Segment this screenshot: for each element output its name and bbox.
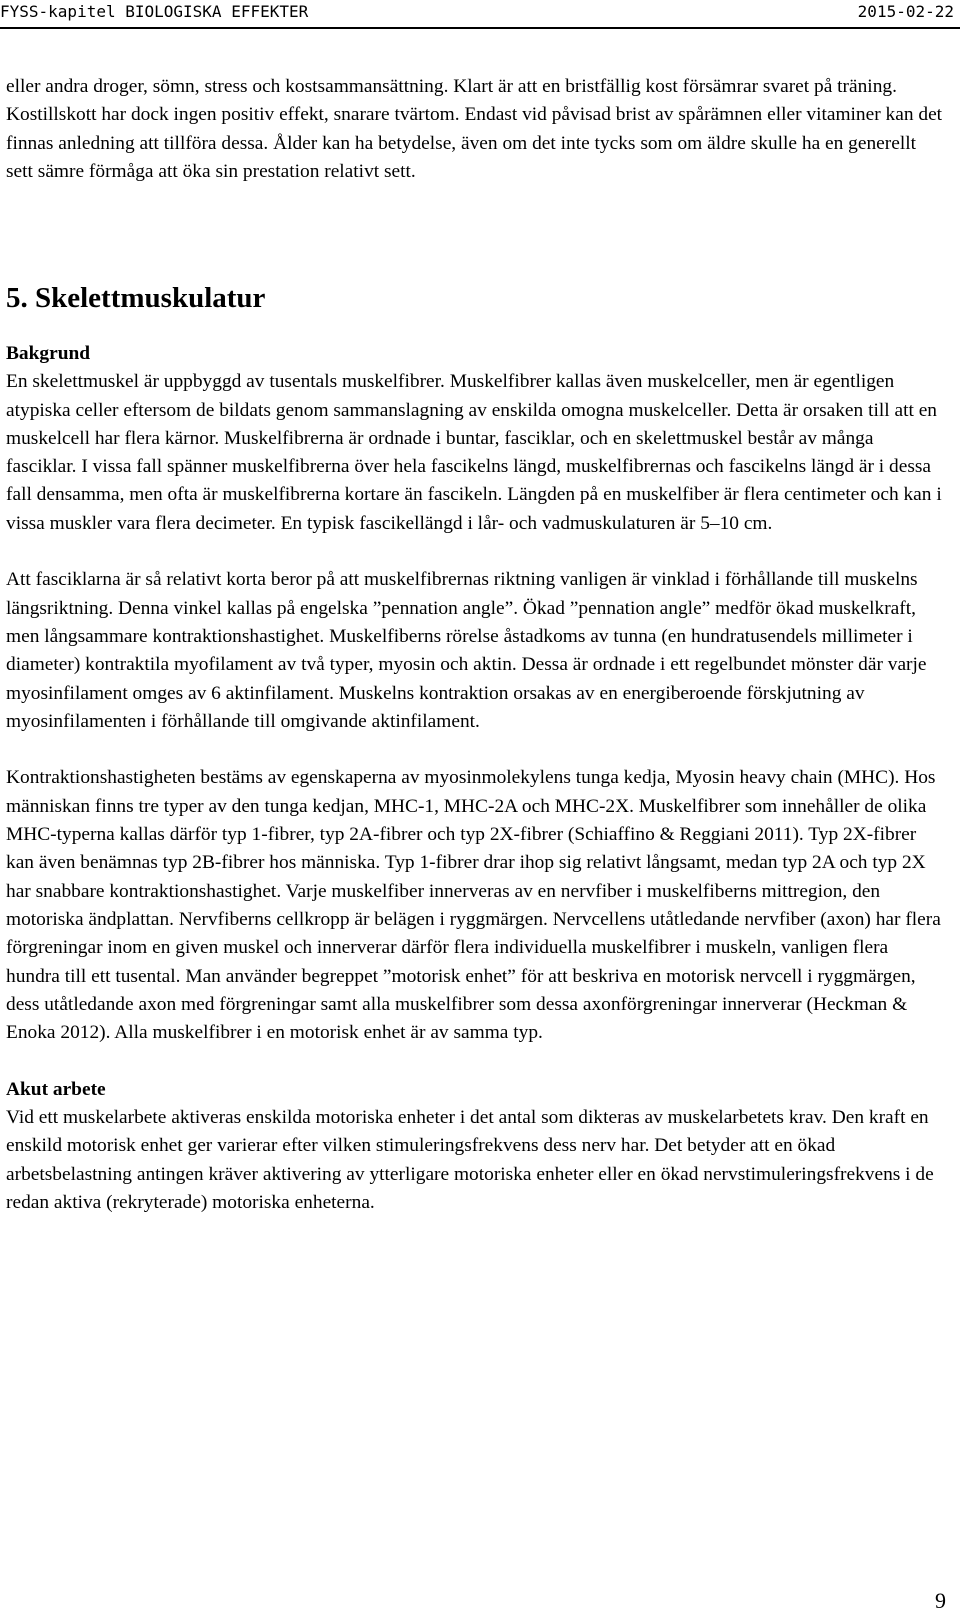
paragraph-acute-1: Vid ett muskelarbete aktiveras enskilda motoriska enheter i det antal som dikteras av muskelarbetets krav. Den kraft en enskild motorisk enhet ger varierar efter vilken stimuleringsfrekvens dess nerv har. Det betyder att en ökad arbetsbelastning antingen kräver aktivering av ytterligare motoriska enheter eller en ökad nervstimuleringsfrekvens i de redan aktiva (rekryterade) motoriska enheterna. (6, 1107, 934, 1213)
paragraph-background-2: Att fasciklarna är så relativt korta beror på att muskelfibrernas riktning vanligen är vinklad i förhållande till muskelns längsriktning. Denna vinkel kallas på engelska ”pennation angle”. Ökad ”pennation angle” medför ökad muskelkraft, men långsammare kontraktionshastighet. Muskelfiberns rörelse åstadkoms av tunna (en hundratusendels millimeter i diameter) kontraktila myofilament av två typer, myosin och aktin. Dessa är ordnade i ett regelbundet mönster där varje myosinfilament omges av 6 aktinfilament. Muskelns kontraktion orsakas av en energiberoende förskjutning av myosinfilamenten i förhållande till omgivande aktinfilament. (6, 569, 927, 732)
section-title: 5. Skelettmuskulatur (6, 282, 266, 314)
page-number: 9 (935, 1588, 946, 1613)
subheading-background: Bakgrund (6, 343, 91, 364)
section-body (6, 340, 946, 1217)
header-date: 2015-02-22 (857, 2, 954, 21)
paragraph-background-1: En skelettmuskel är uppbyggd av tusentals muskelfibrer. Muskelfibrer kallas även muskelceller, men är egentligen atypiska celler eftersom de bildats genom sammanslagning av enskilda omogna muskelceller. Detta är orsaken till att en muskelcell har flera kärnor. Muskelfibrerna är ordnade i buntar, fasciklar, och en skelettmuskel består av många fasciklar. I vissa fall spänner muskelfibrerna över hela fascikelns längd, muskelfibrernas och fascikelns längd är i dessa fall densamma, men ofta är muskelfibrerna kortare än fascikeln. Längden på en muskelfiber är flera centimeter och kan i vissa muskler vara flera decimeter. En typisk fascikellängd i lår- och vadmuskulaturen är 5–10 cm. (6, 371, 942, 534)
header-title: FYSS-kapitel BIOLOGISKA EFFEKTER (0, 2, 309, 21)
header-divider (0, 27, 960, 29)
paragraph-background-3: Kontraktionshastigheten bestäms av egenskaperna av myosinmolekylens tunga kedja, Myosin heavy chain (MHC). Hos människan finns tre typer av den tunga kedjan, MHC-1, MHC-2A och MHC-2X. Muskelfibrer som innehåller de olika MHC-typerna kallas därför typ 1-fibrer, typ 2A-fibrer och typ 2X-fibrer (Schiaffino & Reggiani 2011). Typ 2X-fibrer kan även benämnas typ 2B-fibrer hos människa. Typ 1-fibrer drar ihop sig relativt långsamt, medan typ 2A och typ 2X har snabbare kontraktionshastighet. Varje muskelfiber innerveras av en nervfiber i muskelfiberns mittregion, den motoriska ändplattan. Nervfiberns cellkropp är belägen i ryggmärgen. Nervcellens utåtledande nervfiber (axon) har flera förgreningar inom en given muskel och innerverar därför flera individuella muskelfibrer i muskeln, vanligen flera hundra till ett tusental. Man använder begreppet ”motorisk enhet” för att beskriva en motorisk nervcell i ryggmärgen, dess utåtledande axon med förgreningar samt alla muskelfibrer som dessa axonförgreningar innerverar (Heckman & Enoka 2012). Alla muskelfibrer i en motorisk enhet är av samma typ. (6, 767, 941, 1044)
intro-paragraph: eller andra droger, sömn, stress och kostsammansättning. Klart är att en bristfällig kost försämrar svaret på träning. Kostillskott har dock ingen positiv effekt, snarare tvärtom. Endast vid påvisad brist av spårämnen eller vitaminer kan det finnas anledning att tillföra dessa. Ålder kan ha betydelse, även om det inte tycks som om äldre skulle ha en generellt sett sämre förmåga att öka sin prestation relativt sett. (6, 76, 943, 182)
intro-block (6, 73, 946, 186)
subheading-acute: Akut arbete (6, 1078, 106, 1100)
page-header (0, 0, 960, 24)
